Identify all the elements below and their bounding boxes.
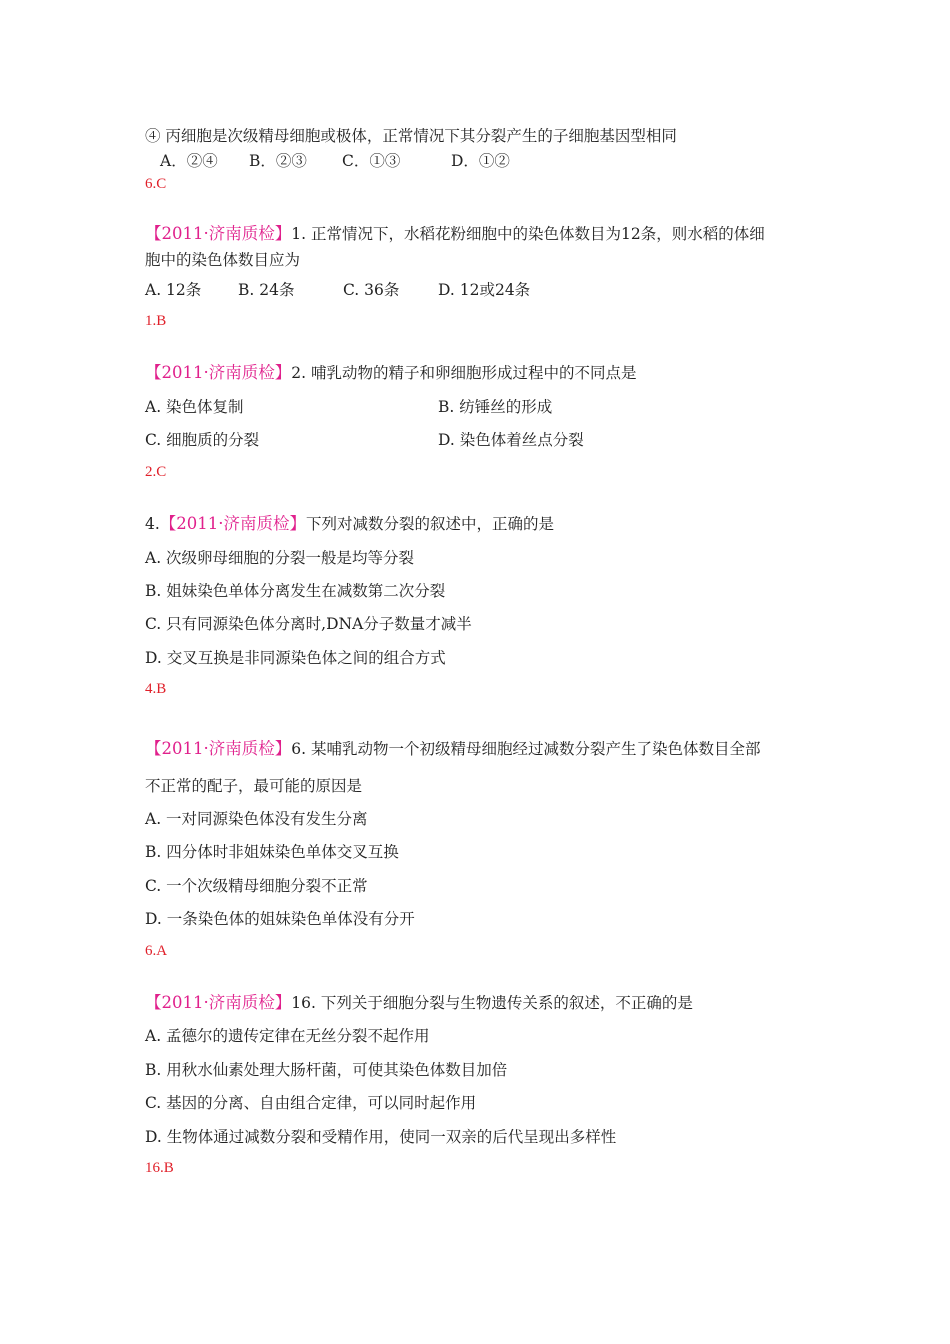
- intro-option-d: D．①②: [451, 152, 510, 170]
- q4-option-a: A. 次级卵母细胞的分裂一般是均等分裂: [145, 549, 415, 567]
- q1-source-tag: 【2011·济南质检】: [145, 224, 292, 243]
- q4-stem: [145, 514, 554, 534]
- q2-answer: 2.C: [145, 464, 167, 480]
- q1-stem-line2: 胞中的染色体数目应为: [145, 251, 301, 269]
- q16-option-a: A. 孟德尔的遗传定律在无丝分裂不起作用: [145, 1027, 430, 1045]
- q16-stem: [145, 993, 693, 1013]
- q1-stem-line1: [145, 224, 765, 244]
- q6-option-a: A. 一对同源染色体没有发生分离: [145, 810, 368, 828]
- q6-stem-line1: [145, 739, 760, 759]
- q4-option-b: B. 姐妹染色单体分离发生在减数第二次分裂: [145, 582, 446, 600]
- q2-option-b: B. 纺锤丝的形成: [438, 398, 553, 416]
- q6-option-c: C. 一个次级精母细胞分裂不正常: [145, 877, 368, 895]
- q16-option-c: C. 基因的分离、自由组合定律，可以同时起作用: [145, 1094, 477, 1112]
- q1-stem-text: 1. 正常情况下，水稻花粉细胞中的染色体数目为12条，则水稻的体细: [291, 225, 765, 243]
- q16-answer: 16.B: [145, 1160, 174, 1176]
- intro-option-c: C．①③: [342, 152, 401, 170]
- q4-source-tag: 【2011·济南质检】: [159, 514, 307, 533]
- q4-option-d: D. 交叉互换是非同源染色体之间的组合方式: [145, 649, 446, 667]
- q6-stem-line2: 不正常的配子，最可能的原因是: [145, 777, 363, 795]
- q2-option-c: C. 细胞质的分裂: [145, 431, 260, 449]
- q2-stem: [145, 363, 636, 383]
- q6-answer: 6.A: [145, 943, 168, 959]
- q1-option-d: D. 12或24条: [438, 281, 531, 299]
- statement-4: ④ 丙细胞是次级精母细胞或极体，正常情况下其分裂产生的子细胞基因型相同: [145, 127, 677, 145]
- q2-source-tag: 【2011·济南质检】: [145, 363, 292, 382]
- q6-stem-text: 6. 某哺乳动物一个初级精母细胞经过减数分裂产生了染色体数目全部: [291, 740, 761, 758]
- q16-option-d: D. 生物体通过减数分裂和受精作用，使同一双亲的后代呈现出多样性: [145, 1128, 617, 1146]
- q4-option-c: C. 只有同源染色体分离时,DNA分子数量才减半: [145, 615, 472, 633]
- q1-answer: 1.B: [145, 313, 167, 329]
- q1-option-b: B. 24条: [238, 281, 295, 299]
- q2-option-a: A. 染色体复制: [145, 398, 244, 416]
- q6-option-d: D. 一条染色体的姐妹染色单体没有分开: [145, 910, 415, 928]
- q16-stem-text: 16. 下列关于细胞分裂与生物遗传关系的叙述，不正确的是: [291, 994, 693, 1012]
- q6-option-b: B. 四分体时非姐妹染色单体交叉互换: [145, 843, 399, 861]
- q16-source-tag: 【2011·济南质检】: [145, 993, 292, 1012]
- q2-stem-text: 2. 哺乳动物的精子和卵细胞形成过程中的不同点是: [291, 364, 637, 382]
- intro-answer: 6.C: [145, 176, 167, 192]
- q2-option-d: D. 染色体着丝点分裂: [438, 431, 584, 449]
- q6-source-tag: 【2011·济南质检】: [145, 739, 292, 758]
- q4-answer: 4.B: [145, 681, 167, 697]
- q1-option-a: A. 12条: [145, 281, 202, 299]
- q4-stem-text: 下列对减数分裂的叙述中，正确的是: [306, 515, 555, 533]
- q1-option-c: C. 36条: [343, 281, 400, 299]
- q16-option-b: B. 用秋水仙素处理大肠杆菌，可使其染色体数目加倍: [145, 1061, 508, 1079]
- intro-option-a: A．②④: [160, 152, 218, 170]
- intro-option-b: B．②③: [249, 152, 307, 170]
- q4-number: 4.: [145, 515, 160, 533]
